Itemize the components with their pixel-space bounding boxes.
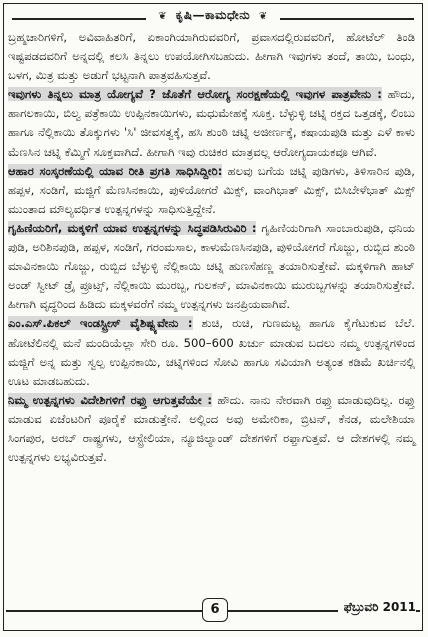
question-heading: ಎಂ.ಎಸ್.ಪಿಕಲ್ ಇಂಡಸ್ಟ್ರೀಸ್ ವೈಶಿಷ್ಟ್ಯವೇನು :	[8, 316, 193, 331]
question-heading: ಗೃಹಿಣಿಯರಿಗೆ, ಮಕ್ಕಳಿಗೆ ಯಾವ ಉತ್ಪನ್ನಗಳನ್ನು ಸಿದ್ಧಪಡಿಸಿರುವಿರಿ :	[8, 220, 257, 235]
ornament-right-icon: ❦	[258, 10, 268, 22]
paragraph-intro	[8, 28, 415, 85]
paragraph-text: ಬ್ರಹ್ಮಚಾರಿಗಳಿಗೆ, ಅವಿವಾಹಿತರಿಗೆ, ಏಕಾಂಗಿಯಾಗಿರುವವರಿಗೆ, ಪ್ರವಾಸದಲ್ಲಿರುವವರಿಗೆ, ಹೋಟೆಲ್ ತಿಂಡಿ ಇಷ್ಟಪಡದವರಿಗೆ ಅನ್ನದಲ್ಲಿ ಕಲಸಿ ತಿನ್ನಲು ಉಪಯೋಗಿಸಬಹುದು. ಹೀಗಾಗಿ ಇವುಗಳು ತಂದೆ, ತಾಯಿ, ಬಂಧು, ಬಳಗ, ಮಿತ್ರ ಮತ್ತು ಅಡುಗೆ ಭಟ್ಟನಾಗಿ ಪಾತ್ರವಹಿಸುತ್ತವೆ.	[8, 30, 415, 83]
page-number: 6	[202, 598, 228, 622]
paragraph-products	[8, 219, 415, 314]
question-heading: ಆಹಾರ ಸಂಸ್ಕರಣೆಯಲ್ಲಿ ಯಾವ ರೀತಿ ಪ್ರಗತಿ ಸಾಧಿಸಿದ್ದೀರಿ:	[8, 163, 223, 178]
paragraph-text: ಶುಚಿ, ರುಚಿ, ಗುಣಮಟ್ಟ ಹಾಗೂ ಕೈಗೆಟುಕುವ ಬೆಲೆ. ಹೋಟೆಲಿನಲ್ಲಿ ಮನೆ ಮಂದಿಯೆಲ್ಲಾ ಸೇರಿ ರೂ. 500–600 ಖರ್ಚು ಮಾಡುವ ಬದಲು ನಮ್ಮ ಉತ್ಪನ್ನಗಳಿಂದ ಮಜ್ಜಿಗೆ ಅನ್ನ ಮತ್ತು ಸ್ವಲ್ಪ ಉಪ್ಪಿನಕಾಯಿ, ಚಟ್ನಿಗಳಿಂದ ಸೋವಿ ಹಾಗೂ ಸವಿಯಾಗಿ ಅತ್ಯಂತ ಕಡಿಮೆ ಖರ್ಚಿನಲ್ಲಿ ಊಟ ಮಾಡಬಹುದು.	[8, 316, 415, 388]
page-footer	[6, 598, 420, 624]
running-title	[146, 8, 280, 23]
question-heading: ನಿಮ್ಮ ಉತ್ಪನ್ನಗಳು ವಿದೇಶಿಗಳಿಗೆ ರಫ್ತು ಆಗುತ್ತವೆಯೇ :	[8, 392, 213, 407]
paragraph-text: ಗೃಹಿಣಿಯರಿಗಾಗಿ ಸಾಂಬಾರುಪುಡಿ, ಧನಿಯ ಪುಡಿ, ಅರಿಶಿನಪುಡಿ, ಹಪ್ಪಳ, ಸಂಡಿಗೆ, ಗರಂಮಸಾಲ, ಕಾಳುಮೆಣಸಿನಪುಡಿ, ಪುಳಿಯೋಗರೆ ಗೊಜ್ಜು, ರುಬ್ಬಿದ ಶುಂಠಿ ಮಾವಿನಕಾಯಿ ಗೊಜ್ಜು, ರುಬ್ಬಿದ ಬೆಳ್ಳುಳ್ಳಿ ನೆಲ್ಲಿಕಾಯಿ ಚಟ್ನಿ ಹುಣಸೆಹಣ್ಣ ತಯಾರಿಸುತ್ತೇವೆ. ಮಕ್ಕಳಿಗಾಗಿ ಹಾಟ್ ಅಂಡ್ ಸ್ವೀಟ್ ಡ್ರೈ ಪ್ರೂಟ್ಸ್, ನೆಲ್ಲಿಕಾಯಿ ಮುರಬ್ಬ, ಗುಲಕನ್, ಮಾವಿನಕಾಯಿ ಮುರುಬ್ಬಗಳನ್ನು ತಯಾರಿಸುತ್ತೇವೆ. ಹೀಗಾಗಿ ವೃದ್ಧರಿಂದ ಹಿಡಿದು ಮಕ್ಕಳವರೆಗೆ ನಮ್ಮ ಉತ್ಪನ್ನಗಳು ಜನಪ್ರಿಯವಾಗಿವೆ.	[8, 220, 416, 312]
running-title-text: ಕೃಷಿ—ಕಾಮಧೇನು	[175, 7, 251, 22]
paragraph-text: ಹಲವು ಬಗೆಯ ಚಟ್ನಿ ಪುಡಿಗಳು, ತಿಳಿಸಾರಿನ ಪುಡಿ, ಹಪ್ಪಳ, ಸಂಡಿಗೆ, ಮಜ್ಜಿಗೆ ಮೆಣಸಿನಕಾಯಿ, ಪುಳಿಯೋಗರೆ ಮಿಕ್ಸ್, ವಾಂಗಿಭಾತ್ ಮಿಕ್ಸ್, ಬಿಸಿಬೇಳೆಭಾತ್ ಮಿಕ್ಸ್ ಮುಂತಾದ ಮೌಲ್ಯವರ್ಧಿತ ಉತ್ಪನ್ನಗಳನ್ನು ಸಾಧಿಸುತ್ತಿದ್ದೇನೆ.	[8, 163, 415, 216]
paragraph-processing	[8, 162, 415, 219]
paragraph-features	[8, 314, 415, 390]
page-header	[6, 6, 420, 24]
question-heading: ಇವುಗಳು ತಿನ್ನಲು ಮಾತ್ರ ಯೋಗ್ಯವೆ ? ಜೊತೆಗೆ ಆರೋಗ್ಯ ಸಂರಕ್ಷಣೆಯಲ್ಲಿ ಇವುಗಳ ಪಾತ್ರವೇನು :	[8, 87, 382, 102]
ornament-left-icon: ❦	[158, 10, 168, 22]
paragraph-exports	[8, 391, 415, 467]
paragraph-health	[8, 85, 415, 161]
paragraph-text: ಹೌದು, ಹಾಗಲಕಾಯಿ, ಬಿಲ್ವ ಪತ್ರೆಕಾಯಿ ಉಪ್ಪಿನಕಾಯಿಗಳು, ಮಧುಮೇಹಕ್ಕೆ ಸೂಕ್ತ. ಬೆಳ್ಳುಳ್ಳಿ ಚಟ್ನಿ ರಕ್ತದ ಒತ್ತಡಕ್ಕೆ, ಲಿಂಬು ಹಾಗೂ ನೆಲ್ಲಿಕಾಯಿ ತೊಕ್ಕುಗಳು 'ಸಿ' ಜೀವಸತ್ವಕ್ಕೆ, ಹಸಿ ಶುಂಠಿ ಚಟ್ನಿ ಅಜೀರ್ಣಕ್ಕೆ, ಕಷಾಯಪುಡಿ ಮತ್ತು ಎಳೆ ಕಾಳು ಮೆಣಸಿನ ಚಟ್ನಿ ಕೆಮ್ಮಿಗೆ ಸೂಕ್ತವಾಗಿದೆ. ಹೀಗಾಗಿ ಇವು ರುಚಿಕರ ಮಾತ್ರವಲ್ಲ ಆರೋಗ್ಯದಾಯಕವೂ ಆಗಿವೆ.	[8, 87, 415, 159]
paragraph-text: ಹೌದು. ನಾನು ನೇರವಾಗಿ ರಫ್ತು ಮಾಡುವುದಿಲ್ಲ. ರಫ್ತು ಮಾಡುವ ಏಜೆಂಟರಿಗೆ ಪೂರೈಕೆ ಮಾಡುತ್ತೇನೆ. ಅಲ್ಲಿಂದ ಅವು ಅಮೇರಿಕಾ, ಬ್ರಿಟನ್, ಕೆನಡ, ಮಲೇಶಿಯಾ ಸಿಂಗಪುರ, ಅರಬ್ ರಾಷ್ಟ್ರಗಳು, ಆಸ್ಟ್ರೇಲಿಯಾ, ನ್ಯೂಜಿಲ್ಯಾಂಡ್ ದೇಶಗಳಿಗೆ ರಫ್ತಾಗುತ್ತವೆ. ಆ ದೇಶಗಳಲ್ಲಿ ನಮ್ಮ ಉತ್ಪನ್ನಗಳು ಲಭ್ಯವಿರುತ್ತವೆ.	[8, 392, 415, 465]
issue-date: ಫೆಬ್ರುವರಿ 2011	[338, 600, 416, 615]
article-body	[8, 28, 415, 467]
